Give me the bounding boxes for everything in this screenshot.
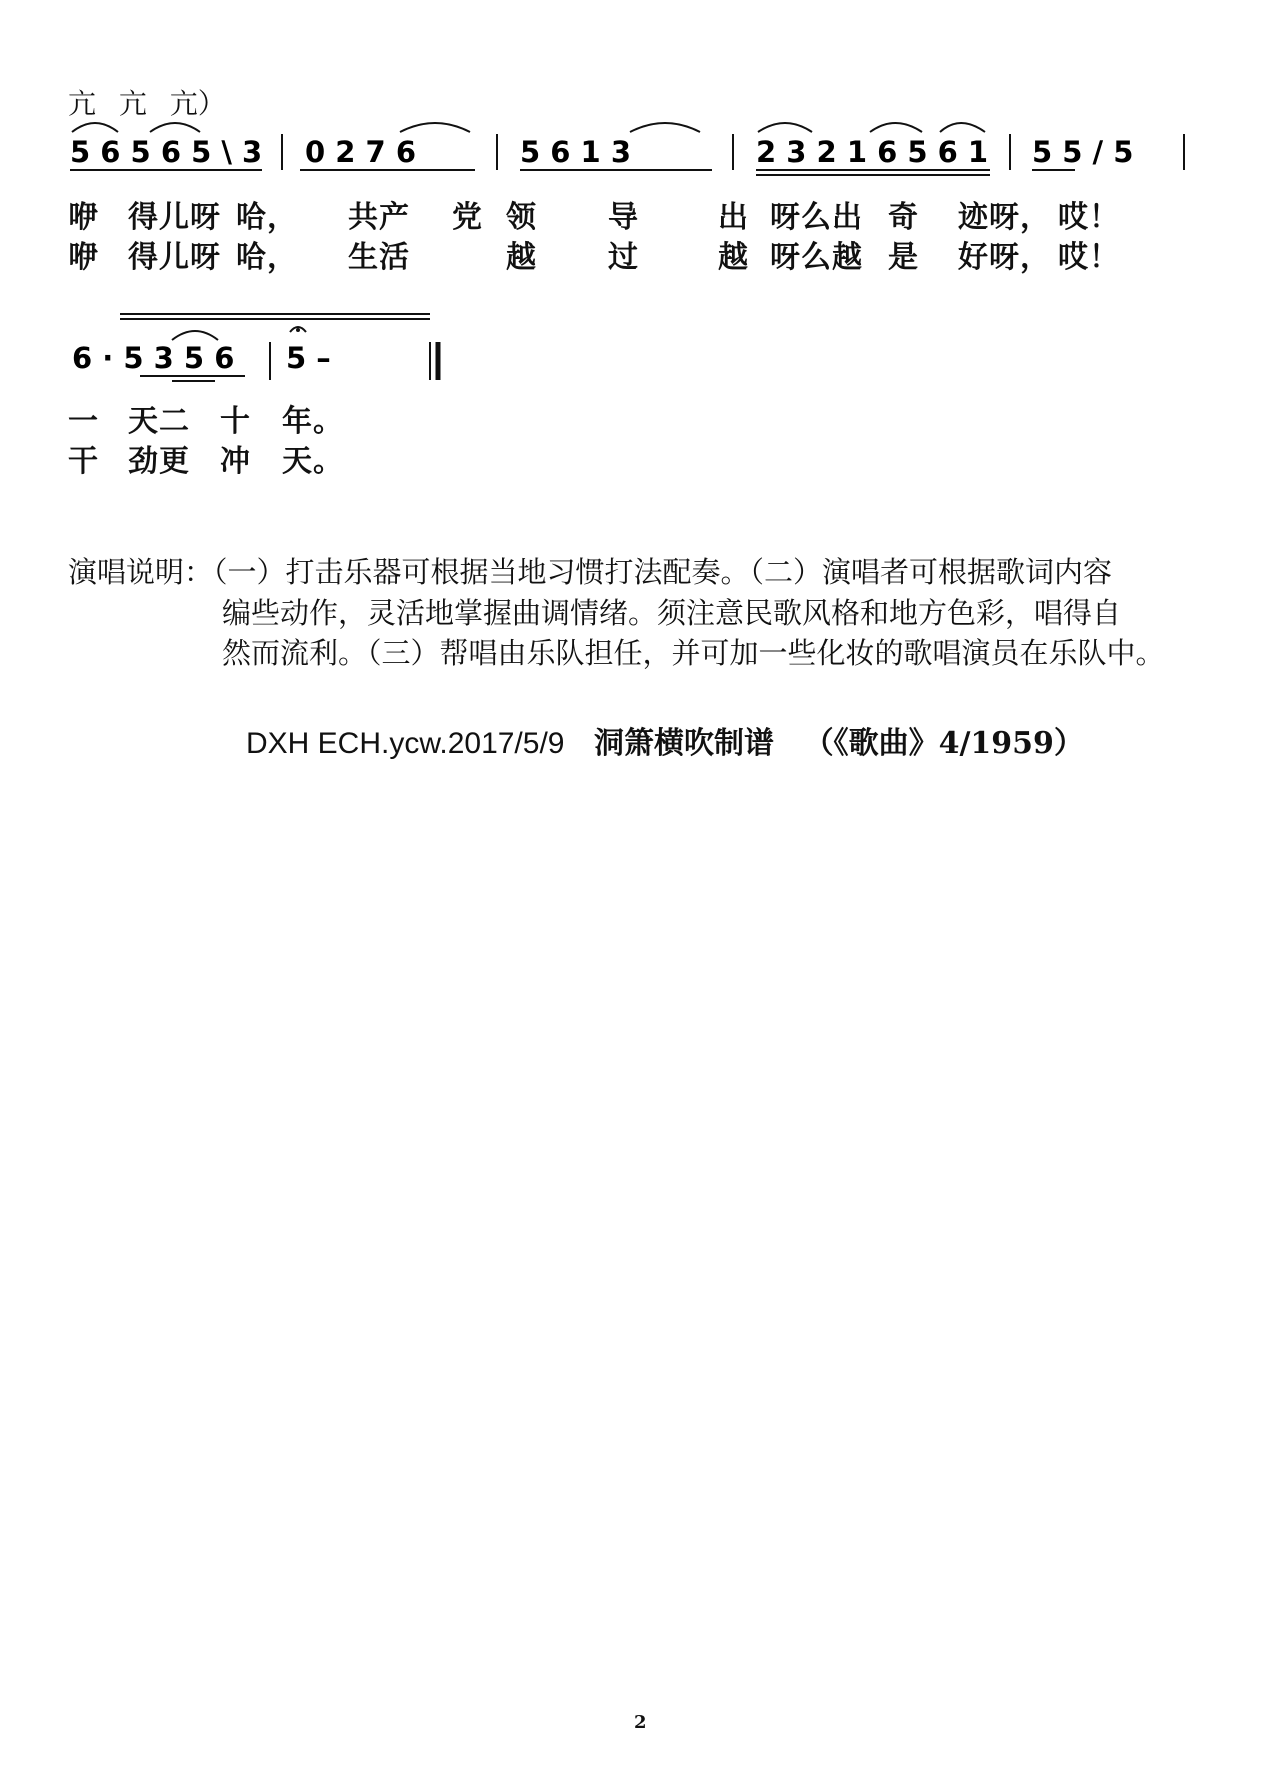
system-1-notes bbox=[70, 135, 1133, 169]
percussion-text: 亢 亢 亢） bbox=[68, 87, 226, 120]
lyric-syllable: 领 bbox=[506, 200, 537, 235]
lyric-syllable: 哈， bbox=[236, 240, 298, 275]
system-2-underlines bbox=[140, 376, 245, 381]
bar-6-notes: 6 · 5 3 5 6 bbox=[72, 341, 235, 375]
system-2-notes bbox=[72, 341, 331, 375]
system-1-underlines bbox=[70, 170, 1075, 175]
system-2-ties bbox=[172, 331, 218, 340]
lyric-syllable: 得儿呀 bbox=[128, 200, 221, 235]
notes-label: 演唱说明： bbox=[68, 557, 214, 589]
staff-system-1 bbox=[0, 100, 1272, 180]
lyric-syllable: 天。 bbox=[282, 444, 344, 479]
lyric-syllable: 得儿呀 bbox=[128, 240, 221, 275]
lyric-syllable: 十 bbox=[220, 404, 251, 439]
lyric-syllable: 哎！ bbox=[1058, 200, 1120, 235]
lyric-syllable: 迹呀， bbox=[958, 200, 1051, 235]
lyric-syllable: 哈， bbox=[236, 200, 298, 235]
lyric-syllable: 哎！ bbox=[1058, 240, 1120, 275]
lyric-syllable: 共产 bbox=[348, 200, 410, 235]
lyric-syllable: 一 bbox=[68, 404, 99, 439]
page-number: 2 bbox=[634, 1712, 647, 1733]
credit-source: （《歌曲》4/1959） bbox=[803, 726, 1084, 761]
lyric-syllable: 出 bbox=[718, 200, 749, 235]
lyric-syllable: 冲 bbox=[220, 444, 251, 479]
staff-system-2 bbox=[0, 300, 500, 390]
lyric-syllable: 越 bbox=[506, 240, 537, 275]
bar-3-notes: 5 6 1 3 bbox=[520, 135, 632, 169]
performance-notes bbox=[68, 554, 1112, 591]
bar-5-notes: 5 5 / 5 bbox=[1032, 135, 1134, 169]
bar-2-notes: 0 2 7 6 bbox=[305, 135, 417, 169]
lyric-syllable: 年。 bbox=[282, 404, 344, 439]
lyric-syllable: 生活 bbox=[348, 240, 410, 275]
lyric-syllable: 党 bbox=[452, 200, 483, 235]
lyric-syllable: 好呀， bbox=[958, 240, 1051, 275]
lyric-syllable: 呀么出 bbox=[770, 200, 863, 235]
bar-1-notes: 5 6 5 6 5 \ 3 bbox=[70, 135, 263, 169]
lyric-syllable: 越 bbox=[718, 240, 749, 275]
credit-maker: 洞箫横吹制谱 bbox=[594, 726, 775, 761]
notes-line-2: 编些动作，灵活地掌握曲调情绪。须注意民歌风格和地方色彩，唱得自 bbox=[222, 598, 1122, 630]
lyric-syllable: 奇 bbox=[888, 200, 919, 235]
lyric-syllable: 是 bbox=[888, 240, 919, 275]
system-2-top-rule bbox=[120, 314, 430, 319]
lyric-syllable: 过 bbox=[608, 240, 639, 275]
lyric-syllable: 劲更 bbox=[128, 444, 190, 479]
lyric-syllable: 呀么越 bbox=[770, 240, 863, 275]
lyric-syllable: 导 bbox=[608, 200, 639, 235]
credit-code: DXH ECH.ycw.2017/5/9 bbox=[246, 727, 565, 760]
notes-line-3: 然而流利。（三）帮唱由乐队担任，并可加一些化妆的歌唱演员在乐队中。 bbox=[222, 638, 1165, 670]
fermata-icon bbox=[290, 327, 306, 332]
notes-line-1: （一）打击乐器可根据当地习惯打法配奏。（二）演唱者可根据歌词内容 bbox=[213, 557, 1113, 589]
system-1-ties bbox=[72, 123, 985, 132]
lyric-syllable: 咿 bbox=[68, 200, 99, 235]
bar-4-notes: 2 3 2 1 6 5 6 1 bbox=[756, 135, 989, 169]
bar-7-notes: 5 – bbox=[286, 341, 331, 375]
credit-line bbox=[246, 718, 1084, 762]
lyric-syllable: 天二 bbox=[128, 404, 190, 439]
lyric-syllable: 咿 bbox=[68, 240, 99, 275]
lyric-syllable: 干 bbox=[68, 444, 99, 479]
